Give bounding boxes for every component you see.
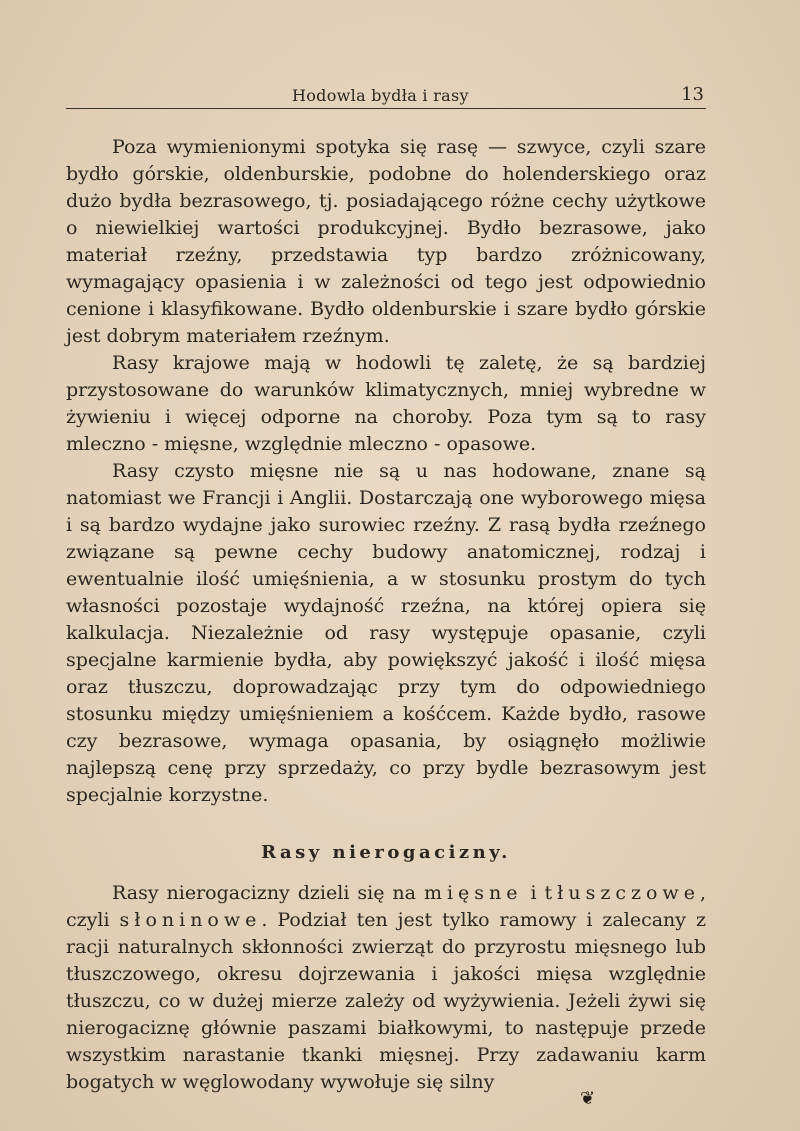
paragraph-1: Poza wymienionymi spotyka się rasę — szwyce, czyli szare bydło górskie, oldenburskie, podobne do holenderskiego oraz dużo bydła bezrasowego, tj. posiadającego różne cechy użytkowe o niewielkiej wartości produkcyjnej. Bydło bezrasowe, jako materiał rzeźny, przedstawia typ bardzo zróżnicowany, wymagający opasienia i w zależności od tego jest odpowiednio cenione i klasyfikowane. Bydło oldenburskie i szare bydło górskie jest dobrym materiałem rzeźnym. [66,136,706,347]
body-text [66,134,706,1096]
header-title: Hodowla bydła i rasy [292,86,469,105]
page-number: 13 [681,84,704,105]
term-tluszczowe: tłuszczowe [544,882,700,904]
header-rule [66,108,706,109]
term-miesne: mięsne [423,882,523,904]
paragraph-3: Rasy czysto mięsne nie są u nas hodowane, znane są natomiast we Francji i Anglii. Dostarczają one wyborowego mięsa i są bardzo wydajne jako surowiec rzeźny. Z rasą bydła rzeźnego związane są pewne cechy budowy anatomicznej, rodzaj i ewentualnie ilość umięśnienia, a w stosunku prostym do tych własności pozostaje wydajność rzeźna, na której opiera się kalkulacja. Niezależnie od rasy występuje opasanie, czyli specjalne karmienie bydła, aby powiększyć jakość i ilość mięsa oraz tłuszczu, doprowadzając przy tym do odpowiedniego stosunku między umięśnieniem a kośćcem. Każde bydło, rasowe czy bezrasowe, wymaga opasania, by osiągnęło możliwie najlepszą cenę przy sprzedaży, co przy bydle bezrasowym jest specjalnie korzystne. [66,460,706,806]
para4-mid2: , czyli [66,882,706,931]
paragraph-2: Rasy krajowe mają w hodowli tę zaletę, że są bardziej przystosowane do warunków klimatycznych, mniej wybredne w żywieniu i więcej odporne na choroby. Poza tym są to rasy mleczno - mięsne, względnie mleczno - opasowe. [66,352,706,455]
running-header [66,84,706,106]
paragraph-4 [66,880,706,1096]
para4-lead: Rasy nierogacizny dzieli się na [112,882,416,904]
para4-mid1: i [530,882,537,904]
term-sloninowe: słoninowe [119,909,262,931]
para4-rest: . Podział ten jest tylko ramowy i zalecany z racji naturalnych skłonności zwierząt do przyrostu mięsnego lub tłuszczowego, okresu dojrzewania i jakości mięsa względnie tłuszczu, co w dużej mierze zależy od wyżywienia. Jeżeli żywi się nierogaciznę głównie paszami białkowymi, to następuje przede wszystkim narastanie tkanki mięsnej. Przy zadawaniu karm bogatych w węglowodany wywołuje się silny [66,909,706,1093]
section-heading: Rasy nierogacizny. [261,842,511,863]
footer-ornament: ❦ [580,1088,596,1109]
